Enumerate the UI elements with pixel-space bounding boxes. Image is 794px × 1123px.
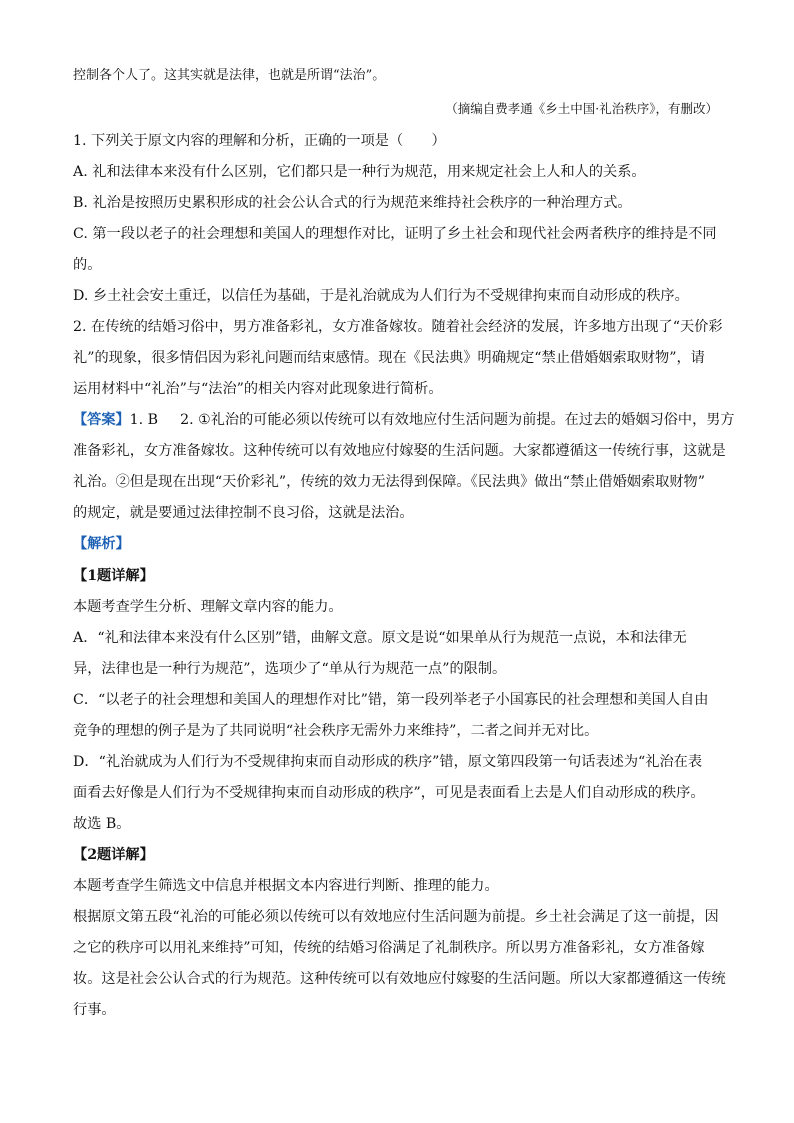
detail-2-line: 行事。 — [73, 1002, 116, 1018]
q1-option-c-cont: 的。 — [73, 257, 102, 273]
detail-2-intro: 本题考查学生筛选文中信息并根据文本内容进行判断、推理的能力。 — [73, 878, 499, 894]
detail-2-line: 之它的秩序可以用礼来维持”可知，传统的结婚习俗满足了礼制秩序。所以男方准备彩礼，女方准备嫁 — [73, 940, 705, 956]
detail-1-title: 【1题详解】 — [73, 568, 154, 584]
q1-option-a: A. 礼和法律本来没有什么区别，它们都只是一种行为规范，用来规定社会上人和人的关系。 — [73, 164, 646, 180]
answer-q2: 2. ①礼治的可能必须以传统可以有效地应付生活问题为前提。在过去的婚姻习俗中，男方 — [180, 412, 735, 428]
q2-stem-cont: 运用材料中“礼治”与“法治”的相关内容对此现象进行简析。 — [73, 381, 443, 397]
answer-label: 【答案】 — [73, 412, 130, 428]
detail-2-line: 根据原文第五段“礼治的可能必须以传统可以有效地应付生活问题为前提。乡土社会满足了这一前提，因 — [73, 909, 719, 925]
detail-1-line: 竞争的理想的例子是为了共同说明“社会秩序无需外力来维持”，二者之间并无对比。 — [73, 723, 599, 739]
answer-line: 准备彩礼，女方准备嫁妆。这种传统可以有效地应付嫁娶的生活问题。大家都遵循这一传统行事，这就是 — [73, 443, 726, 459]
quote-source: （摘编自费孝通《乡土中国·礼治秩序》，有删改） — [445, 101, 718, 116]
detail-1-choice: 故选 B。 — [73, 816, 131, 832]
answer-line: 礼治。②但是现在出现“天价彩礼”，传统的效力无法得到保障。《民法典》做出“禁止借婚姻索取财物” — [73, 474, 705, 490]
detail-1-intro: 本题考查学生分析、理解文章内容的能力。 — [73, 599, 343, 615]
q1-option-b: B. 礼治是按照历史累积形成的社会公认合式的行为规范来维持社会秩序的一种治理方式。 — [73, 195, 632, 211]
quote-line: 控制各个人了。这其实就是法律，也就是所谓“法治”。 — [73, 68, 386, 83]
answer-line: 的规定，就是要通过法律控制不良习俗，这就是法治。 — [73, 505, 414, 521]
q2-stem: 2. 在传统的结婚习俗中，男方准备彩礼，女方准备嫁妆。随着社会经济的发展，许多地方出现了“天价彩 — [73, 319, 723, 335]
q1-option-d: D. 乡土社会安土重迁，以信任为基础，于是礼治就成为人们行为不受规律拘束而自动形成的秩序。 — [73, 288, 689, 304]
analysis-label: 【解析】 — [73, 536, 130, 552]
answer-q1: 1. B — [129, 412, 159, 428]
detail-1-line: C．“以老子的社会理想和美国人的理想作对比”错，第一段列举老子小国寡民的社会理想和美国人自由 — [73, 692, 709, 708]
detail-2-title: 【2题详解】 — [73, 847, 154, 863]
detail-1-line: D．“礼治就成为人们行为不受规律拘束而自动形成的秩序”错，原文第四段第一句话表述为“礼治在表 — [73, 754, 703, 770]
q1-option-c: C. 第一段以老子的社会理想和美国人的理想作对比，证明了乡土社会和现代社会两者秩序的维持是不同 — [73, 226, 717, 242]
q1-stem: 1. 下列关于原文内容的理解和分析，正确的一项是（ ） — [73, 133, 446, 149]
detail-1-line: 异，法律也是一种行为规范”，选项少了“单从行为规范一点”的限制。 — [73, 661, 507, 677]
detail-1-line: 面看去好像是人们行为不受规律拘束而自动形成的秩序”，可见是表面看上去是人们自动形成的秩序。 — [73, 785, 705, 801]
answer-line — [73, 410, 735, 430]
detail-1-line: A．“礼和法律本来没有什么区别”错，曲解文意。原文是说“如果单从行为规范一点说，本和法律无 — [73, 630, 687, 646]
q2-stem-cont: 礼”的现象，很多情侣因为彩礼问题而结束感情。现在《民法典》明确规定“禁止借婚姻索取财物”，请 — [73, 350, 705, 366]
detail-2-line: 妆。这是社会公认合式的行为规范。这种传统可以有效地应付嫁娶的生活问题。所以大家都遵循这一传统 — [73, 971, 726, 987]
